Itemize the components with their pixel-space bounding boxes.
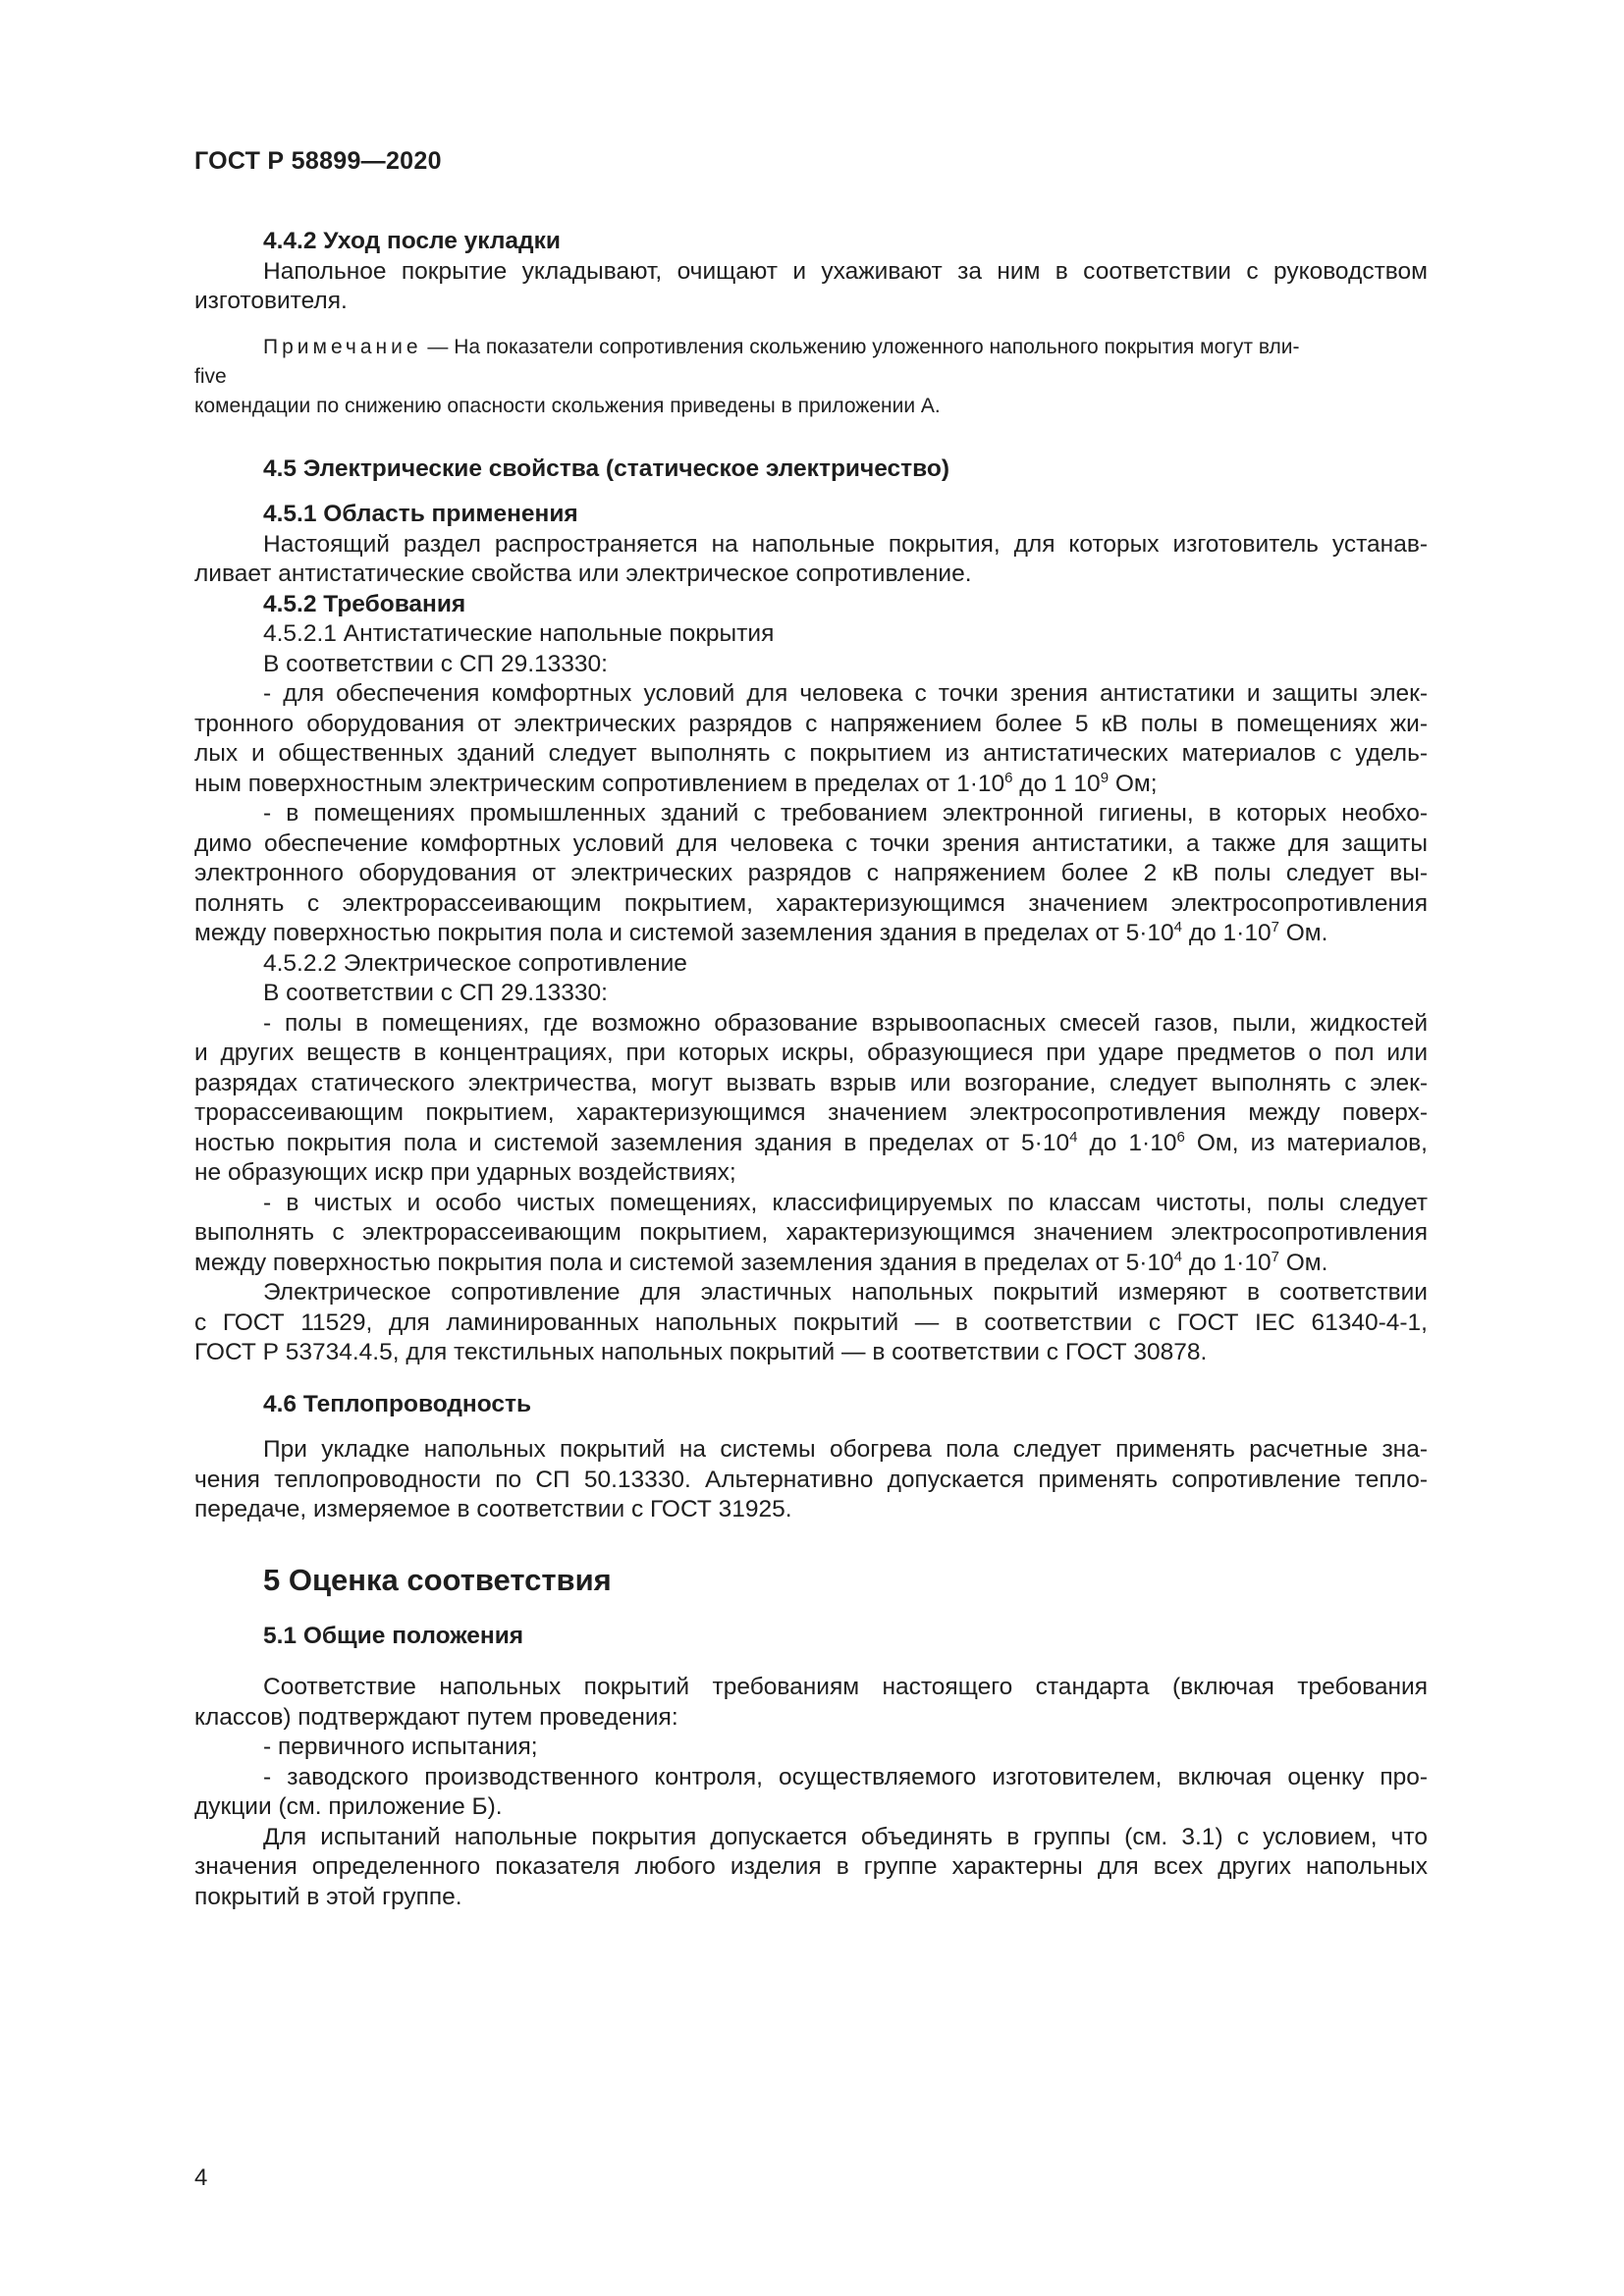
- paragraph-line: - полы в помещениях, где возможно образование взрывоопасных смесей газов, пыли, жидкостей: [263, 1009, 1428, 1037]
- section-title-4-5: 4.5 Электрические свойства (статическое электричество): [263, 454, 949, 482]
- reference-line: В соответствии с СП 29.13330:: [263, 650, 608, 677]
- paragraph-line: с ГОСТ 11529, для ламинированных напольных покрытий — в соответствии с ГОСТ IEC 61340-4-1,: [194, 1308, 1428, 1336]
- page-number: 4: [194, 2164, 208, 2191]
- paragraph-line: ливает антистатические свойства или электрическое сопротивление.: [194, 561, 972, 587]
- paragraph-line: димо обеспечение комфортных условий для человека с точки зрения антистатики, а также для защиты: [194, 829, 1428, 857]
- section-title-5: 5 Оценка соответствия: [263, 1562, 612, 1597]
- subsection-title-5-1: 5.1 Общие положения: [263, 1622, 524, 1649]
- paragraph-line: Соответствие напольных покрытий требованиям настоящего стандарта (включая требования: [263, 1674, 1428, 1700]
- paragraph-line: разрядах статического электричества, могут вызвать взрыв или возгорание, следует выполнять с элек-: [194, 1069, 1428, 1096]
- paragraph-line: электронного оборудования от электрических разрядов с напряжением более 2 кВ полы следует вы-: [194, 860, 1428, 886]
- paragraph-line: дукции (см. приложение Б).: [194, 1793, 503, 1820]
- note-label: Примечание: [263, 335, 422, 358]
- paragraph-line: тронного оборудования от электрических разрядов с напряжением более 5 кВ полы в помещениях жи-: [194, 710, 1428, 737]
- paragraph-line: передаче, измеряемое в соответствии с ГОСТ 31925.: [194, 1496, 792, 1522]
- paragraph-line: При укладке напольных покрытий на системы обогрева пола следует применять расчетные зна-: [263, 1436, 1428, 1463]
- paragraph-line: - для обеспечения комфортных условий для человека с точки зрения антистатики и защиты элек-: [263, 680, 1428, 707]
- paragraph-line: ГОСТ Р 53734.4.5, для текстильных напольных покрытий — в соответствии с ГОСТ 30878.: [194, 1339, 1208, 1365]
- paragraph-line: чения теплопроводности по СП 50.13330. Альтернативно допускается применять сопротивление тепло-: [194, 1466, 1428, 1493]
- paragraph-line: значения определенного показателя любого изделия в группе характерны для всех других напольных: [194, 1853, 1428, 1880]
- section-title-4-6: 4.6 Теплопроводность: [263, 1390, 532, 1417]
- paragraph-line: покрытий в этой группе.: [194, 1883, 462, 1910]
- note-line: Примечание — На показатели сопротивления скольжению уложенного напольного покрытия могут вли-: [263, 335, 1300, 358]
- subsection-title-4-4-2: 4.4.2 Уход после укладки: [263, 228, 561, 254]
- paragraph-line: и других веществ в концентрациях, при которых искры, образующиеся при ударе предметов о пол или: [194, 1040, 1428, 1066]
- paragraph-line: выполнять с электрорассеивающим покрытием, характеризующимся значением электросопротивления: [194, 1219, 1428, 1246]
- paragraph-line: ным поверхностным электрическим сопротивлением в пределах от $1\cdot 10^6$ до 1 $10^9$ Ом;: [194, 769, 1158, 797]
- list-item: - заводского производственного контроля, осуществляемого изготовителем, включая оценку про-: [263, 1763, 1428, 1790]
- paragraph-line: между поверхностью покрытия пола и системой заземления здания в пределах от $5\cdot 10^4$ до $1\cdot 10^7$ Ом.: [194, 919, 1328, 946]
- paragraph-line: - в помещениях промышленных зданий с требованием электронной гигиены, в которых необхо-: [263, 800, 1428, 827]
- paragraph-line: классов) подтверждают путем проведения:: [194, 1703, 678, 1731]
- paragraph-line: ностью покрытия пола и системой заземления здания в пределах от $5\cdot 10^4$ до $1\cdot 10^6$ Ом, из материалов,: [194, 1128, 1428, 1156]
- list-item: - первичного испытания;: [263, 1734, 538, 1760]
- document-body: [194, 227, 1428, 1912]
- paragraph-line: Электрическое сопротивление для эластичных напольных покрытий измеряют в соответствии: [263, 1279, 1428, 1306]
- reference-line: В соответствии с СП 29.13330:: [263, 980, 608, 1006]
- note-line: комендации по снижению опасности скольжения приведены в приложении А.: [194, 394, 941, 417]
- paragraph-line: Напольное покрытие укладывают, очищают и ухаживают за ним в соответствии с руководством: [263, 257, 1428, 285]
- paragraph-line: Настоящий раздел распространяется на напольные покрытия, для которых изготовитель устанав-: [263, 530, 1428, 558]
- clause-title-4-5-2-2: 4.5.2.2 Электрическое сопротивление: [263, 949, 687, 977]
- paragraph-line: Для испытаний напольные покрытия допускается объединять в группы (см. 3.1) с условием, что: [263, 1823, 1428, 1850]
- paragraph-line: полнять с электрорассеивающим покрытием, характеризующимся значением электросопротивления: [194, 889, 1428, 917]
- subsection-title-4-5-2: 4.5.2 Требования: [263, 590, 466, 617]
- note-line: five: [194, 364, 227, 388]
- clause-title-4-5-2-1: 4.5.2.1 Антистатические напольные покрытия: [263, 620, 775, 647]
- subsection-title-4-5-1: 4.5.1 Область применения: [263, 501, 578, 527]
- paragraph-line: - в чистых и особо чистых помещениях, классифицируемых по классам чистоты, полы следует: [263, 1189, 1428, 1216]
- paragraph-line: изготовителя.: [194, 288, 348, 314]
- paragraph-line: лых и общественных зданий следует выполнять с покрытием из антистатических материалов с удель-: [194, 740, 1428, 767]
- paragraph-line: трорассеивающим покрытием, характеризующимся значением электросопротивления между поверх-: [194, 1099, 1428, 1126]
- paragraph-line: не образующих искр при ударных воздействиях;: [194, 1159, 736, 1186]
- document-header: ГОСТ Р 58899—2020: [194, 147, 442, 175]
- paragraph-line: между поверхностью покрытия пола и системой заземления здания в пределах от $5\cdot 10^4$ до $1\cdot 10^7$ Ом.: [194, 1248, 1328, 1276]
